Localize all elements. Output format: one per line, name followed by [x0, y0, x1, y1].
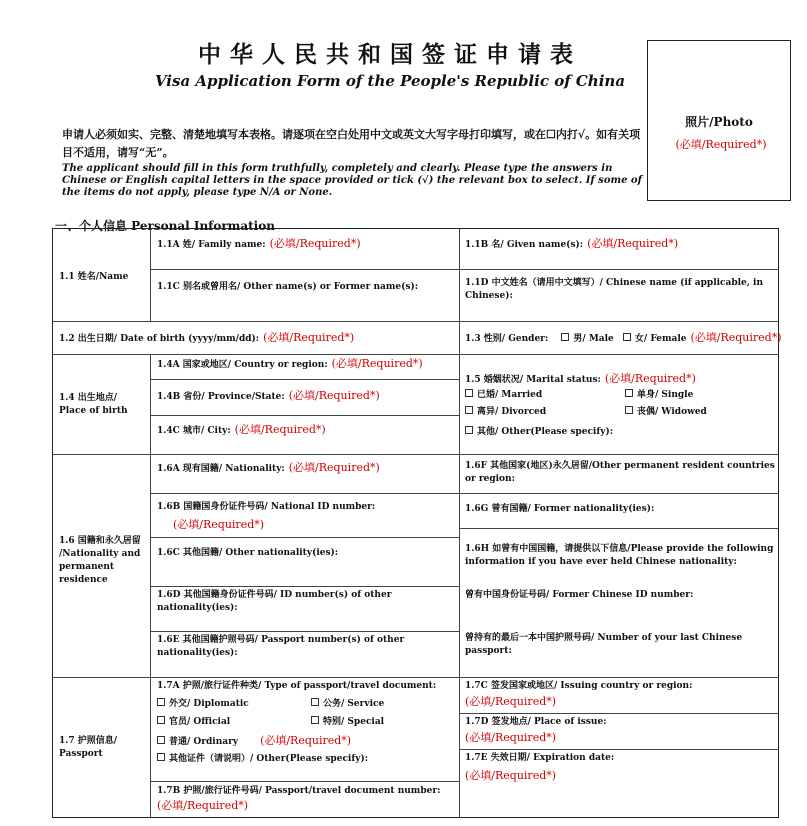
- single-label: 单身/ Single: [637, 390, 694, 400]
- special-option[interactable]: [311, 716, 384, 729]
- special-label: 特别/ Special: [323, 717, 385, 727]
- required-mark: (必填/Required*): [234, 423, 326, 436]
- required-mark: (必填/Required*): [288, 389, 380, 402]
- cell-divider: [150, 379, 459, 380]
- dob-field[interactable]: [59, 331, 354, 346]
- former-chinese-id-field[interactable]: 曾有中国身份证号码/ Former Chinese ID number:: [465, 590, 694, 600]
- single-option[interactable]: [625, 389, 693, 402]
- cell-divider: [150, 586, 459, 587]
- service-label: 公务/ Service: [323, 699, 385, 709]
- male-label: 男/ Male: [573, 334, 614, 344]
- photo-label: 照片/Photo: [685, 115, 753, 129]
- former-nationality-field[interactable]: 1.6G 曾有国籍/ Former nationality(ies):: [465, 504, 655, 514]
- national-id-field[interactable]: [157, 501, 375, 514]
- married-option[interactable]: [465, 389, 542, 402]
- checkbox-icon[interactable]: [623, 333, 631, 341]
- marital-status-field: [465, 372, 696, 387]
- ordinary-label: 普通/ Ordinary: [169, 737, 239, 747]
- cell-divider: [150, 631, 459, 632]
- birth-province-field[interactable]: [157, 389, 380, 404]
- photo-required: (必填/Required*): [675, 138, 767, 151]
- last-chinese-passport-field[interactable]: 曾持有的最后一本中国护照号码/ Number of your last Chinese passport:: [465, 633, 743, 656]
- form-title-chinese: 中华人民共和国签证申请表: [198, 41, 582, 68]
- required-mark: (必填/Required*): [465, 695, 557, 708]
- issuing-country-field[interactable]: 1.7C 签发国家或地区/ Issuing country or region:: [465, 681, 693, 691]
- divorced-label: 离异/ Divorced: [477, 407, 547, 417]
- birth-city-label: 1.4C 城市/ City:: [157, 426, 231, 436]
- cell-divider: [459, 749, 778, 750]
- birth-country-field[interactable]: [157, 357, 423, 372]
- cell-divider: [459, 528, 778, 529]
- section-title: 一、个人信息 Personal Information: [55, 219, 275, 233]
- widowed-label: 丧偶/ Widowed: [637, 407, 707, 417]
- gender-male-option[interactable]: [561, 334, 613, 344]
- row-label-place-of-birth: 1.4 出生地点/ Place of birth: [59, 393, 128, 416]
- cell-divider: [150, 415, 459, 416]
- gender-field: [465, 331, 782, 346]
- required-mark: (必填/Required*): [465, 731, 557, 744]
- passport-type-field: 1.7A 护照/旅行证件种类/ Type of passport/travel document:: [157, 681, 437, 691]
- official-option[interactable]: [157, 716, 230, 729]
- checkbox-icon[interactable]: [465, 406, 473, 414]
- checkbox-icon[interactable]: [465, 426, 473, 434]
- personal-info-table: [52, 228, 782, 818]
- female-label: 女/ Female: [634, 334, 687, 344]
- permanent-residence-field[interactable]: 1.6F 其他国家(地区)永久居留/Other permanent resident countries or region:: [465, 461, 775, 484]
- other-doc-option[interactable]: [157, 753, 368, 766]
- chinese-name-field[interactable]: 1.1D 中文姓名（请用中文填写）/ Chinese name (if applicable, in Chinese):: [465, 278, 764, 301]
- required-mark: (必填/Required*): [465, 769, 557, 782]
- instructions-chinese: 申请人必须如实、完整、清楚地填写本表格。请逐项在空白处用中文或英文大写字母打印填写，或在☐内打√。如有关项目不适用，请写“无”。: [62, 128, 641, 159]
- instructions-english: The applicant should fill in this form truthfully, completely and clearly. Please type the answers in Chinese or English capital letters in the space provided or tick (√) the relevant box to select. If some of the items do not apply, please type N/A or None.: [62, 163, 642, 198]
- checkbox-icon[interactable]: [465, 389, 473, 397]
- required-mark: (必填/Required*): [260, 734, 352, 747]
- checkbox-icon[interactable]: [311, 698, 319, 706]
- nationality-label: 1.6A 现有国籍/ Nationality:: [157, 464, 285, 474]
- other-nationality-field[interactable]: 1.6C 其他国籍/ Other nationality(ies):: [157, 548, 339, 558]
- other-name-field[interactable]: 1.1C 别名或曾用名/ Other name(s) or Former name(s):: [157, 282, 419, 292]
- checkbox-icon[interactable]: [311, 716, 319, 724]
- required-mark: (必填/Required*): [604, 372, 696, 385]
- col-divider: [459, 229, 460, 817]
- required-mark: (必填/Required*): [263, 331, 355, 344]
- married-label: 已婚/ Married: [477, 390, 543, 400]
- marital-other-label: 其他/ Other(Please specify):: [477, 427, 614, 437]
- service-option[interactable]: [311, 698, 384, 711]
- other-doc-label: 其他证件（请说明）/ Other(Please specify):: [169, 754, 369, 764]
- checkbox-icon[interactable]: [625, 406, 633, 414]
- nationality-field[interactable]: [157, 461, 380, 476]
- required-mark: (必填/Required*): [173, 518, 265, 531]
- col-divider: [150, 354, 151, 817]
- birth-country-label: 1.4A 国家或地区/ Country or region:: [157, 360, 328, 370]
- required-mark: (必填/Required*): [331, 357, 423, 370]
- official-label: 官员/ Official: [169, 717, 231, 727]
- given-name-field[interactable]: [465, 237, 678, 252]
- required-mark: (必填/Required*): [157, 799, 249, 812]
- expiration-date-field[interactable]: 1.7E 失效日期/ Expiration date:: [465, 753, 615, 763]
- row-divider: [53, 321, 778, 322]
- marital-status-label: 1.5 婚姻状况/ Marital status:: [465, 375, 601, 385]
- checkbox-icon[interactable]: [625, 389, 633, 397]
- marital-other-option[interactable]: [465, 426, 613, 439]
- row-divider: [53, 454, 778, 455]
- form-title-english: Visa Application Form of the People's Republic of China: [154, 72, 626, 90]
- checkbox-icon[interactable]: [157, 716, 165, 724]
- other-id-field[interactable]: 1.6D 其他国籍身份证件号码/ ID number(s) of other nationality(ies):: [157, 590, 392, 613]
- required-mark: (必填/Required*): [690, 331, 782, 344]
- row-divider: [53, 677, 778, 678]
- checkbox-icon[interactable]: [561, 333, 569, 341]
- col-divider: [150, 229, 151, 321]
- required-mark: (必填/Required*): [288, 461, 380, 474]
- cell-divider: [150, 537, 459, 538]
- family-name-field[interactable]: [157, 237, 361, 252]
- given-name-label: 1.1B 名/ Given name(s):: [465, 240, 584, 250]
- divorced-option[interactable]: [465, 406, 546, 419]
- ordinary-option[interactable]: [157, 734, 351, 749]
- dob-label: 1.2 出生日期/ Date of birth (yyyy/mm/dd):: [59, 334, 260, 344]
- row-label-passport: 1.7 护照信息/ Passport: [59, 736, 118, 759]
- cell-divider: [150, 493, 778, 494]
- photo-box[interactable]: [647, 40, 791, 201]
- national-id-label: 1.6B 国籍国身份证件号码/ National ID number:: [157, 502, 376, 512]
- other-passport-field[interactable]: 1.6E 其他国籍护照号码/ Passport number(s) of other nationality(ies):: [157, 635, 405, 658]
- diplomatic-option[interactable]: [157, 698, 249, 711]
- place-of-issue-field[interactable]: 1.7D 签发地点/ Place of issue:: [465, 717, 607, 727]
- cell-divider: [150, 781, 459, 782]
- cell-divider: [150, 269, 778, 270]
- diplomatic-label: 外交/ Diplomatic: [169, 699, 249, 709]
- required-mark: (必填/Required*): [269, 237, 361, 250]
- gender-female-option[interactable]: [623, 334, 687, 344]
- family-name-label: 1.1A 姓/ Family name:: [157, 240, 266, 250]
- birth-province-label: 1.4B 省份/ Province/State:: [157, 392, 285, 402]
- required-mark: (必填/Required*): [587, 237, 679, 250]
- checkbox-icon[interactable]: [157, 753, 165, 761]
- checkbox-icon[interactable]: [157, 736, 165, 744]
- gender-label: 1.3 性别/ Gender:: [465, 334, 549, 344]
- row-label-name: 1.1 姓名/Name: [59, 272, 129, 282]
- passport-number-field[interactable]: 1.7B 护照/旅行证件号码/ Passport/travel document number:: [157, 786, 441, 796]
- cell-divider: [459, 713, 778, 714]
- former-chinese-info: 1.6H 如曾有中国国籍，请提供以下信息/Please provide the following information if you have ever held Chinese nationality:: [465, 544, 774, 567]
- birth-city-field[interactable]: [157, 423, 326, 438]
- row-divider: [53, 354, 778, 355]
- widowed-option[interactable]: [625, 406, 707, 419]
- checkbox-icon[interactable]: [157, 698, 165, 706]
- row-label-nationality: 1.6 国籍和永久居留 /Nationality and permanent residence: [59, 536, 141, 585]
